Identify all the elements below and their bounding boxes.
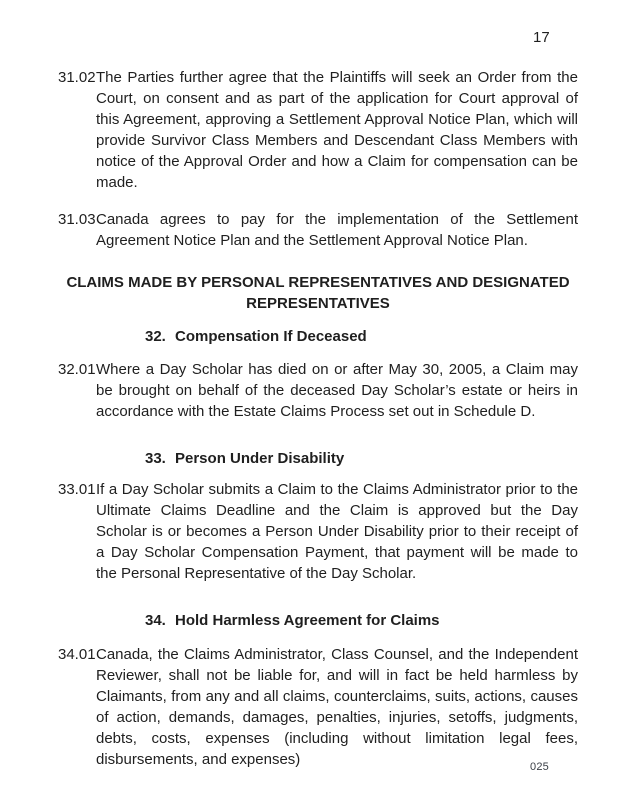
paragraph-number: 33.01	[58, 481, 96, 498]
article-title: Hold Harmless Agreement for Claims	[175, 612, 440, 629]
page-content	[58, 67, 578, 770]
article-heading-32	[58, 326, 578, 347]
article-heading-33	[58, 448, 578, 469]
section-heading-line-1: CLAIMS MADE BY PERSONAL REPRESENTATIVES AND DESIGNATED	[66, 274, 570, 291]
article-number: 32.	[145, 328, 166, 345]
page-number: 17	[533, 29, 550, 46]
paragraph-34-01	[58, 644, 578, 770]
paragraph-number: 34.01	[58, 646, 96, 663]
paragraph-text: Canada, the Claims Administrator, Class Counsel, and the Independent Reviewer, shall not be liable for, and will in fact be held harmless by Claimants, from any and all claims, counterclaims, suits, actions, causes of action, demands, damages, penalties, injuries, setoffs, judgments, debts, costs, expenses (including without limitation legal fees, disbursements, and expenses)	[96, 646, 578, 768]
paragraph-text: The Parties further agree that the Plaintiffs will seek an Order from the Court, on consent and as part of the application for Court approval of this Agreement, approving a Settlement Approval Notice Plan, which will provide Survivor Class Members and Descendant Class Members with notice of the Approval Order and how a Claim for compensation can be made.	[96, 69, 578, 191]
article-number: 34.	[145, 612, 166, 629]
article-title: Person Under Disability	[175, 450, 345, 467]
paragraph-number: 31.03	[58, 211, 96, 228]
section-heading	[58, 272, 578, 314]
paragraph-number: 31.02	[58, 69, 96, 86]
article-number: 33.	[145, 450, 166, 467]
paragraph-32-01	[58, 359, 578, 422]
bates-number: 025	[530, 761, 549, 773]
paragraph-31-02	[58, 67, 578, 193]
section-heading-line-2: REPRESENTATIVES	[246, 295, 390, 312]
paragraph-number: 32.01	[58, 361, 96, 378]
paragraph-text: If a Day Scholar submits a Claim to the Claims Administrator prior to the Ultimate Claims Deadline and the Claim is approved but the Day Scholar is or becomes a Person Under Disability prior to their receipt of a Day Scholar Compensation Payment, that payment will be made to the Personal Representative of the Day Scholar.	[96, 481, 578, 582]
paragraph-text: Canada agrees to pay for the implementation of the Settlement Agreement Notice Plan and the Settlement Approval Notice Plan.	[96, 211, 578, 249]
article-heading-34	[58, 610, 578, 631]
paragraph-text: Where a Day Scholar has died on or after May 30, 2005, a Claim may be brought on behalf of the deceased Day Scholar’s estate or heirs in accordance with the Estate Claims Process set out in Schedule D.	[96, 361, 578, 420]
article-title: Compensation If Deceased	[175, 328, 367, 345]
paragraph-31-03	[58, 209, 578, 251]
paragraph-33-01	[58, 479, 578, 584]
